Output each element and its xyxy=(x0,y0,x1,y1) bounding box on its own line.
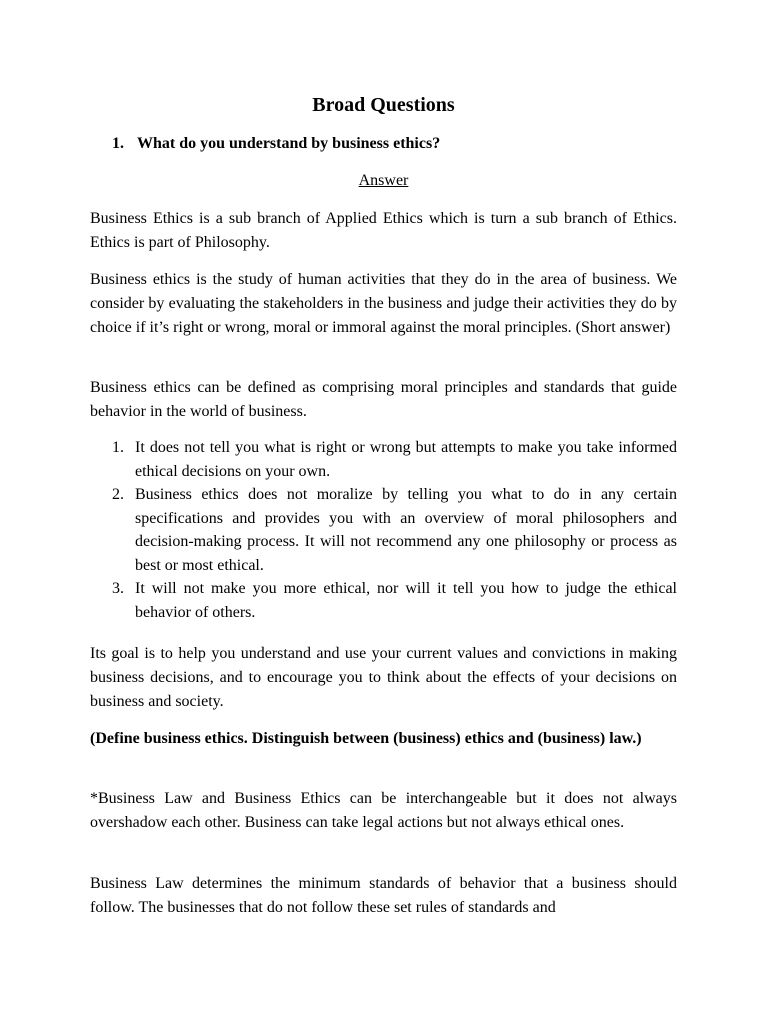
question-text: What do you understand by business ethics? xyxy=(137,135,441,152)
list-item-text: Business ethics does not moralize by telling you what to do in any certain specifications and provides you with an overview of moral philosophers and decision-making process. It will not recommend any one philosophy or process as best or most ethical. xyxy=(135,486,677,574)
list-marker: 2. xyxy=(112,486,124,503)
question-1 xyxy=(112,133,440,155)
list-marker: 1. xyxy=(112,439,124,456)
list-item xyxy=(90,483,677,577)
paragraph-law-vs-ethics: *Business Law and Business Ethics can be interchangeable but it does not always overshadow each other. Business can take legal actions but not always ethical ones. xyxy=(90,790,677,831)
list-item xyxy=(90,577,677,624)
question-number: 1. xyxy=(112,135,124,152)
paragraph-definition: Business ethics can be defined as comprising moral principles and standards that guide behavior in the world of business. xyxy=(90,379,677,420)
answer-label: Answer xyxy=(358,172,409,189)
numbered-list xyxy=(90,436,677,624)
paragraph-applied-ethics: Business Ethics is a sub branch of Applied Ethics which is turn a sub branch of Ethics. Ethics is part of Philosophy. xyxy=(90,210,677,251)
list-marker: 3. xyxy=(112,580,124,597)
paragraph-study-of-activities: Business ethics is the study of human activities that they do in the area of business. We consider by evaluating the stakeholders in the business and judge their activities they do by choice if it’s right or wrong, moral or immoral against the moral principles. (Short answer) xyxy=(90,271,677,336)
list-item xyxy=(90,436,677,483)
paragraph-law-standards: Business Law determines the minimum standards of behavior that a business should follow. The businesses that do not follow these set rules of standards and xyxy=(90,875,677,916)
paragraph-define-question: (Define business ethics. Distinguish between (business) ethics and (business) law.) xyxy=(90,730,642,747)
list-item-text: It does not tell you what is right or wrong but attempts to make you take informed ethical decisions on your own. xyxy=(135,439,677,480)
paragraph-goal: Its goal is to help you understand and use your current values and convictions in making business decisions, and to encourage you to think about the effects of your decisions on business and society. xyxy=(90,645,677,710)
list-item-text: It will not make you more ethical, nor will it tell you how to judge the ethical behavior of others. xyxy=(135,580,677,621)
page-title: Broad Questions xyxy=(312,94,455,116)
